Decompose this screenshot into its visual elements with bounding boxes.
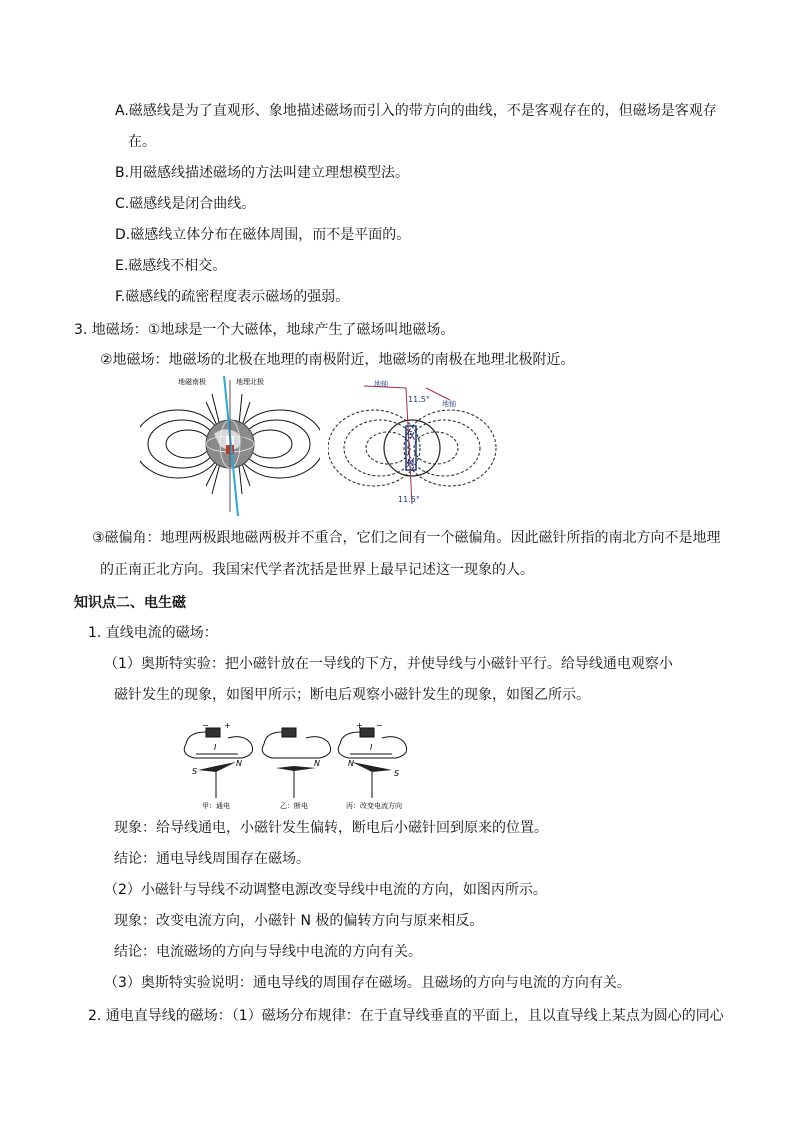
option-f: F.磁感线的疏密程度表示磁场的强弱。: [115, 289, 350, 305]
panel3-plus: +: [356, 721, 363, 730]
panel3-current: I: [370, 743, 373, 752]
panel3-s: S: [394, 769, 400, 778]
earth-magnetic-field-figure: [140, 372, 320, 520]
option-a-line1: A.磁感线是为了直观形、象地描述磁场而引入的带方向的曲线，不是客观存在的，但磁场是客观存: [115, 103, 717, 119]
observation-2: 现象：改变电流方向，小磁针 N 极的偏转方向与原来相反。: [114, 913, 484, 929]
oersted-experiment-figure: [176, 716, 416, 812]
dipole-angle-bottom: 11.5°: [398, 495, 420, 504]
section-heading: 知识点二、电生磁: [74, 595, 186, 611]
option-e: E.磁感线不相交。: [115, 258, 227, 274]
dipole-label-axis1: 地轴: [374, 380, 388, 388]
dipole-pole-s: S: [407, 430, 414, 441]
panel1-n: N: [236, 759, 242, 768]
panel3-n: N: [348, 759, 354, 768]
caption-bing: 丙：改变电流方向: [346, 802, 402, 810]
experiment-2: （2）小磁针与导线不动调整电源改变导线中电流的方向，如图丙所示。: [104, 882, 547, 898]
declination-line1: ③磁偏角：地理两极跟地磁两极并不重合，它们之间有一个磁偏角。因此磁针所指的南北方向不是地理: [92, 530, 721, 546]
conclusion-1: 结论：通电导线周围存在磁场。: [114, 851, 310, 867]
option-a-line2: 在。: [128, 134, 156, 150]
panel3-minus: −: [376, 721, 383, 730]
dipole-label-axis2: 地轴: [442, 400, 456, 408]
geomagnetism-item: 3. 地磁场：①地球是一个大磁体，地球产生了磁场叫地磁场。: [74, 322, 455, 338]
dipole-pole-n: N: [407, 458, 415, 469]
oersted-experiment-line1: （1）奥斯特实验：把小磁针放在一导线的下方，并使导线与小磁针平行。给导线通电观察小: [104, 656, 673, 672]
oersted-experiment-line2: 磁针发生的现象，如图甲所示；断电后观察小磁针发生的现象，如图乙所示。: [114, 687, 590, 703]
observation-1: 现象：给导线通电，小磁针发生偏转，断电后小磁针回到原来的位置。: [114, 820, 548, 836]
panel2-n: N: [314, 759, 320, 768]
conclusion-2: 结论：电流磁场的方向与导线中电流的方向有关。: [114, 944, 422, 960]
dipole-field-figure: [328, 378, 498, 516]
option-b: B.用磁感线描述磁场的方法叫建立理想模型法。: [115, 165, 410, 181]
caption-yi: 乙：断电: [280, 802, 308, 810]
declination-line2: 的正南正北方向。我国宋代学者沈括是世界上最早记述这一现象的人。: [100, 562, 534, 578]
earth-label-geomagnetic-south: 地磁南极: [178, 378, 206, 386]
experiment-3: （3）奥斯特实验说明：通电导线的周围存在磁场。且磁场的方向与电流的方向有关。: [104, 975, 631, 991]
panel1-s: S: [192, 767, 198, 776]
straight-wire-field: 2. 通电直导线的磁场：（1）磁场分布规律：在于直导线垂直的平面上，且以直导线上某点为圆心的同心: [88, 1008, 724, 1024]
option-d: D.磁感线立体分布在磁体周围，而不是平面的。: [115, 227, 411, 243]
option-c: C.磁感线是闭合曲线。: [115, 196, 256, 212]
geomagnetism-poles: ②地磁场：地磁场的北极在地理的南极附近，地磁场的南极在地理北极附近。: [100, 352, 575, 368]
dipole-angle-top: 11.5°: [408, 395, 430, 404]
earth-label-geographic-north: 地理北极: [236, 378, 264, 386]
straight-current-heading: 1. 直线电流的磁场：: [88, 625, 218, 641]
caption-jia: 甲：通电: [202, 802, 230, 810]
panel1-minus: −: [202, 721, 209, 730]
panel1-plus: +: [224, 721, 231, 730]
panel1-current: I: [214, 743, 217, 752]
